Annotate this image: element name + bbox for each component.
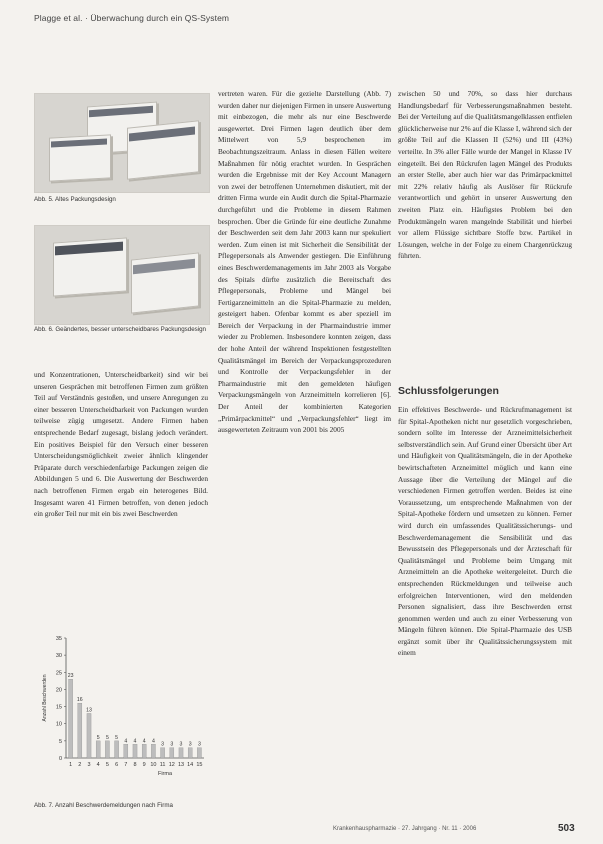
bar bbox=[188, 748, 192, 758]
body-text-column-2: vertreten waren. Für die gezielte Darstellung (Abb. 7) wurden daher nur diejenigen Firmen in unsere Auswertung mit einbezogen, die mehr als nur eine Beschwerde ausgewertet. Drei Firmen lagen deutlich über dem Mittelwert von 5,9 besprochenen im Beobachtungszeitraum. Anlass in diesen Fällen weitere Maßnahmen für nötig erachtet wurden. In Gesprächen wurden die Ergebnisse mit der Key Account Managern von zwei der betroffenen Unternehmen diskutiert, mit der dritten Firma wurde ein Audit durch die Spital-Pharmazie durchgeführt und die Probleme in diesem Rahmen besprochen. Über die Gründe für eine deutliche Zunahme der Beschwerden seit dem Jahr 2003 kann nur spekuliert werden. Zum einen ist mit Sicherheit die Sensibilität der Pflegepersonals als Anwender gestiegen. Die Einführung eines Beschwerdemanagements im Jahr 2003 als Vorgabe des Spitals dürfte zusätzlich die Bereitschaft des Pflegepersonals, Probleme und Mängel bei Fertigarzneimitteln an die Spital-Pharmazie zu melden, gesteigert haben. Ofenbar kommt es aber speziell im Bereich der Verpackung in der Pharmaindustrie immer wieder zu Problemen. Insbesondere konnten zeigen, dass der hohe Anteil der während Inspektionen festgestellten Qualitätsmängel im Bereich der Verpackungsprozeduren und Kontrolle der Verpackungsfehler in der Pharmaindustrie mit den gemeldeten häufigen Verpackungsmängeln von Arzneimitteln korrelieren [6]. Der Anteil der kombinierten Kategorien „Primärpackmittel“ und „Verpackungsfehler“ liegt im ausgewerteten Zeitraum von 2001 bis 2005 bbox=[218, 89, 391, 435]
body-text-column-3-conclusions: Ein effektives Beschwerde- und Rückrufmanagement ist für Spital-Apotheken nicht nur gesetzlich vorgeschrieben, sondern sollte im Interesse der Arzneimittelsicherheit selbstverständlich sein. Auf Grund einer Übersicht über Art und Häufigkeit von Qualitätsmängeln, die in der Apotheke bewirtschafteten Arzneimittel möglich und kann eine Aussage über die Verteilung der Mängel auf die verschiedenen Firmen getroffen werden. Beides ist eine Voraussetzung, um entsprechende Maßnahmen von der Spital-Apotheke fördern und umsetzen zu können. Ferner wird durch ein umfassendes Qualitätssicherungs- und Beschwerdemanagement die Sensibilität und das Bewusstsein des Pflegepersonals und der Ärzteschaft für Qualitätsmängel und Probleme beim Umgang mit Arzneimitteln an die Apotheke weitergeleitet. Durch die entsprechenden Rückmeldungen und teilweise auch erfolgreichen Interventionen, wird den meldenden Personen signalisiert, dass ihre Beschwerden ernst genommen werden und auch zu einer Verbesserung von Mängeln führen können. Die Spital-Pharmazie des USB ergänzt somit über ihr Qualitätssicherungssystem mit einem bbox=[398, 405, 572, 658]
page-number: 503 bbox=[558, 823, 575, 834]
bar bbox=[78, 703, 82, 758]
bar-value-label: 3 bbox=[197, 741, 201, 748]
x-tick-label: 9 bbox=[142, 762, 146, 768]
bar-value-label: 23 bbox=[67, 673, 74, 680]
x-tick-label: 14 bbox=[187, 762, 194, 768]
x-tick-label: 7 bbox=[124, 762, 128, 768]
bar bbox=[124, 744, 128, 758]
y-tick-label: 15 bbox=[55, 704, 62, 711]
bar-value-label: 5 bbox=[105, 734, 109, 741]
x-tick-label: 2 bbox=[78, 762, 82, 768]
x-tick-label: 5 bbox=[105, 762, 109, 768]
figure-6-caption: Abb. 6. Geändertes, besser unterscheidbares Packungsdesign bbox=[34, 326, 206, 333]
bar-value-label: 16 bbox=[76, 697, 83, 704]
y-tick-label: 35 bbox=[55, 636, 62, 642]
y-tick-label: 25 bbox=[55, 670, 62, 677]
bar-value-label: 3 bbox=[188, 741, 192, 748]
packaging-photo-new-design bbox=[34, 225, 210, 325]
x-tick-label: 1 bbox=[69, 762, 73, 768]
bar-value-label: 3 bbox=[170, 741, 174, 748]
body-text-column-3: zwischen 50 und 70%, so dass hier durchaus Handlungsbedarf für Verbesserungsmaßnahmen besteht. Bei der Verteilung auf die Qualitätsmangelklassen entfielen glücklicherweise nur 2% auf die Klasse I, während sich der größte Teil auf die Klassen II (52%) und III (43%) verteilte. In 3% aller Fälle wurde der Mangel in Klasse IV eingeteilt. Bei den Rückrufen lagen Mängel des Produkts an erster Stelle, aber auch hier war das Primärpackmittel mit 22% relativ häufig als Auslöser für Rückrufe verantwortlich und gehört in unserer Auswertung den zweiten Platz ein. Häufigstes Problem bei den Produktmängeln waren mangelnde Stabilität und hierbei vor allem Flüssige sichtbare Stoffe bzw. Partikel in Lösungen, welche in der Folge zu einem Chargenrückzug führten. bbox=[398, 89, 572, 261]
bar bbox=[96, 741, 100, 758]
x-tick-label: 15 bbox=[196, 762, 203, 768]
x-tick-label: 4 bbox=[96, 762, 100, 768]
running-head: Plagge et al. · Überwachung durch ein QS-System bbox=[34, 13, 230, 23]
bar bbox=[69, 679, 73, 758]
complaints-by-company-chart bbox=[34, 630, 209, 798]
x-tick-label: 6 bbox=[115, 762, 119, 768]
bar bbox=[105, 741, 109, 758]
x-tick-label: 3 bbox=[87, 762, 91, 768]
bar-value-label: 4 bbox=[151, 738, 155, 745]
section-heading: Schlussfolgerungen bbox=[398, 385, 499, 397]
bar-value-label: 5 bbox=[115, 734, 119, 741]
bar-value-label: 4 bbox=[133, 738, 137, 745]
bar bbox=[151, 744, 155, 758]
bar bbox=[179, 748, 183, 758]
bar bbox=[197, 748, 201, 758]
journal-footer: Krankenhauspharmazie · 27. Jahrgang · Nr. 11 · 2006 bbox=[333, 826, 477, 832]
bar-value-label: 3 bbox=[161, 741, 165, 748]
y-tick-label: 5 bbox=[58, 738, 62, 745]
x-axis-label: Firma bbox=[157, 771, 173, 777]
y-axis-label: Anzahl Beschwerden bbox=[42, 674, 48, 722]
bar-value-label: 13 bbox=[86, 707, 92, 714]
y-tick-label: 20 bbox=[55, 687, 62, 694]
bar-value-label: 4 bbox=[124, 738, 128, 745]
y-tick-label: 30 bbox=[55, 653, 62, 660]
bar bbox=[115, 741, 119, 758]
y-tick-label: 0 bbox=[58, 756, 62, 762]
figure-5-caption: Abb. 5. Altes Packungsdesign bbox=[34, 196, 116, 203]
bar bbox=[142, 744, 146, 758]
figure-7-caption: Abb. 7. Anzahl Beschwerdemeldungen nach Firma bbox=[34, 802, 173, 809]
x-tick-label: 13 bbox=[177, 762, 185, 768]
bar bbox=[87, 713, 91, 758]
y-tick-label: 10 bbox=[55, 721, 62, 728]
x-tick-label: 12 bbox=[168, 762, 175, 768]
bar-value-label: 4 bbox=[142, 738, 146, 745]
x-tick-label: 10 bbox=[150, 762, 157, 768]
x-tick-label: 11 bbox=[159, 762, 166, 768]
body-text-column-1: und Konzentrationen, Unterscheidbarkeit) sind wir bei unseren Gesprächen mit betroffenen Firmen zum größten Teil auf Verständnis gestoßen, und unsere Anregungen zu einer besseren Unterscheidbarkeit von Packungen wurden teilweise zügig umgesetzt. Andere Firmen haben entsprechende Bedarf zugesagt, bislang jedoch verändert. Ein positives Beispiel für den Versuch einer besseren Unterscheidungsmöglichkeit zweier ähnlich klingender Präparate durch verschiedenfarbige Packungen zeigen die Abbildungen 5 und 6. Die Auswertung der Beschwerden nach betroffenen Firmen ergab ein heterogenes Bild. Insgesamt waren 41 Firmen betroffen, von denen jedoch ein großer Teil nur mit ein bis zwei Beschwerden bbox=[34, 370, 208, 519]
x-tick-label: 8 bbox=[133, 762, 137, 768]
bar bbox=[133, 744, 137, 758]
bar bbox=[161, 748, 165, 758]
bar-value-label: 3 bbox=[179, 741, 183, 748]
bar bbox=[170, 748, 174, 758]
bar-value-label: 5 bbox=[96, 734, 100, 741]
packaging-photo-old-design bbox=[34, 93, 210, 193]
